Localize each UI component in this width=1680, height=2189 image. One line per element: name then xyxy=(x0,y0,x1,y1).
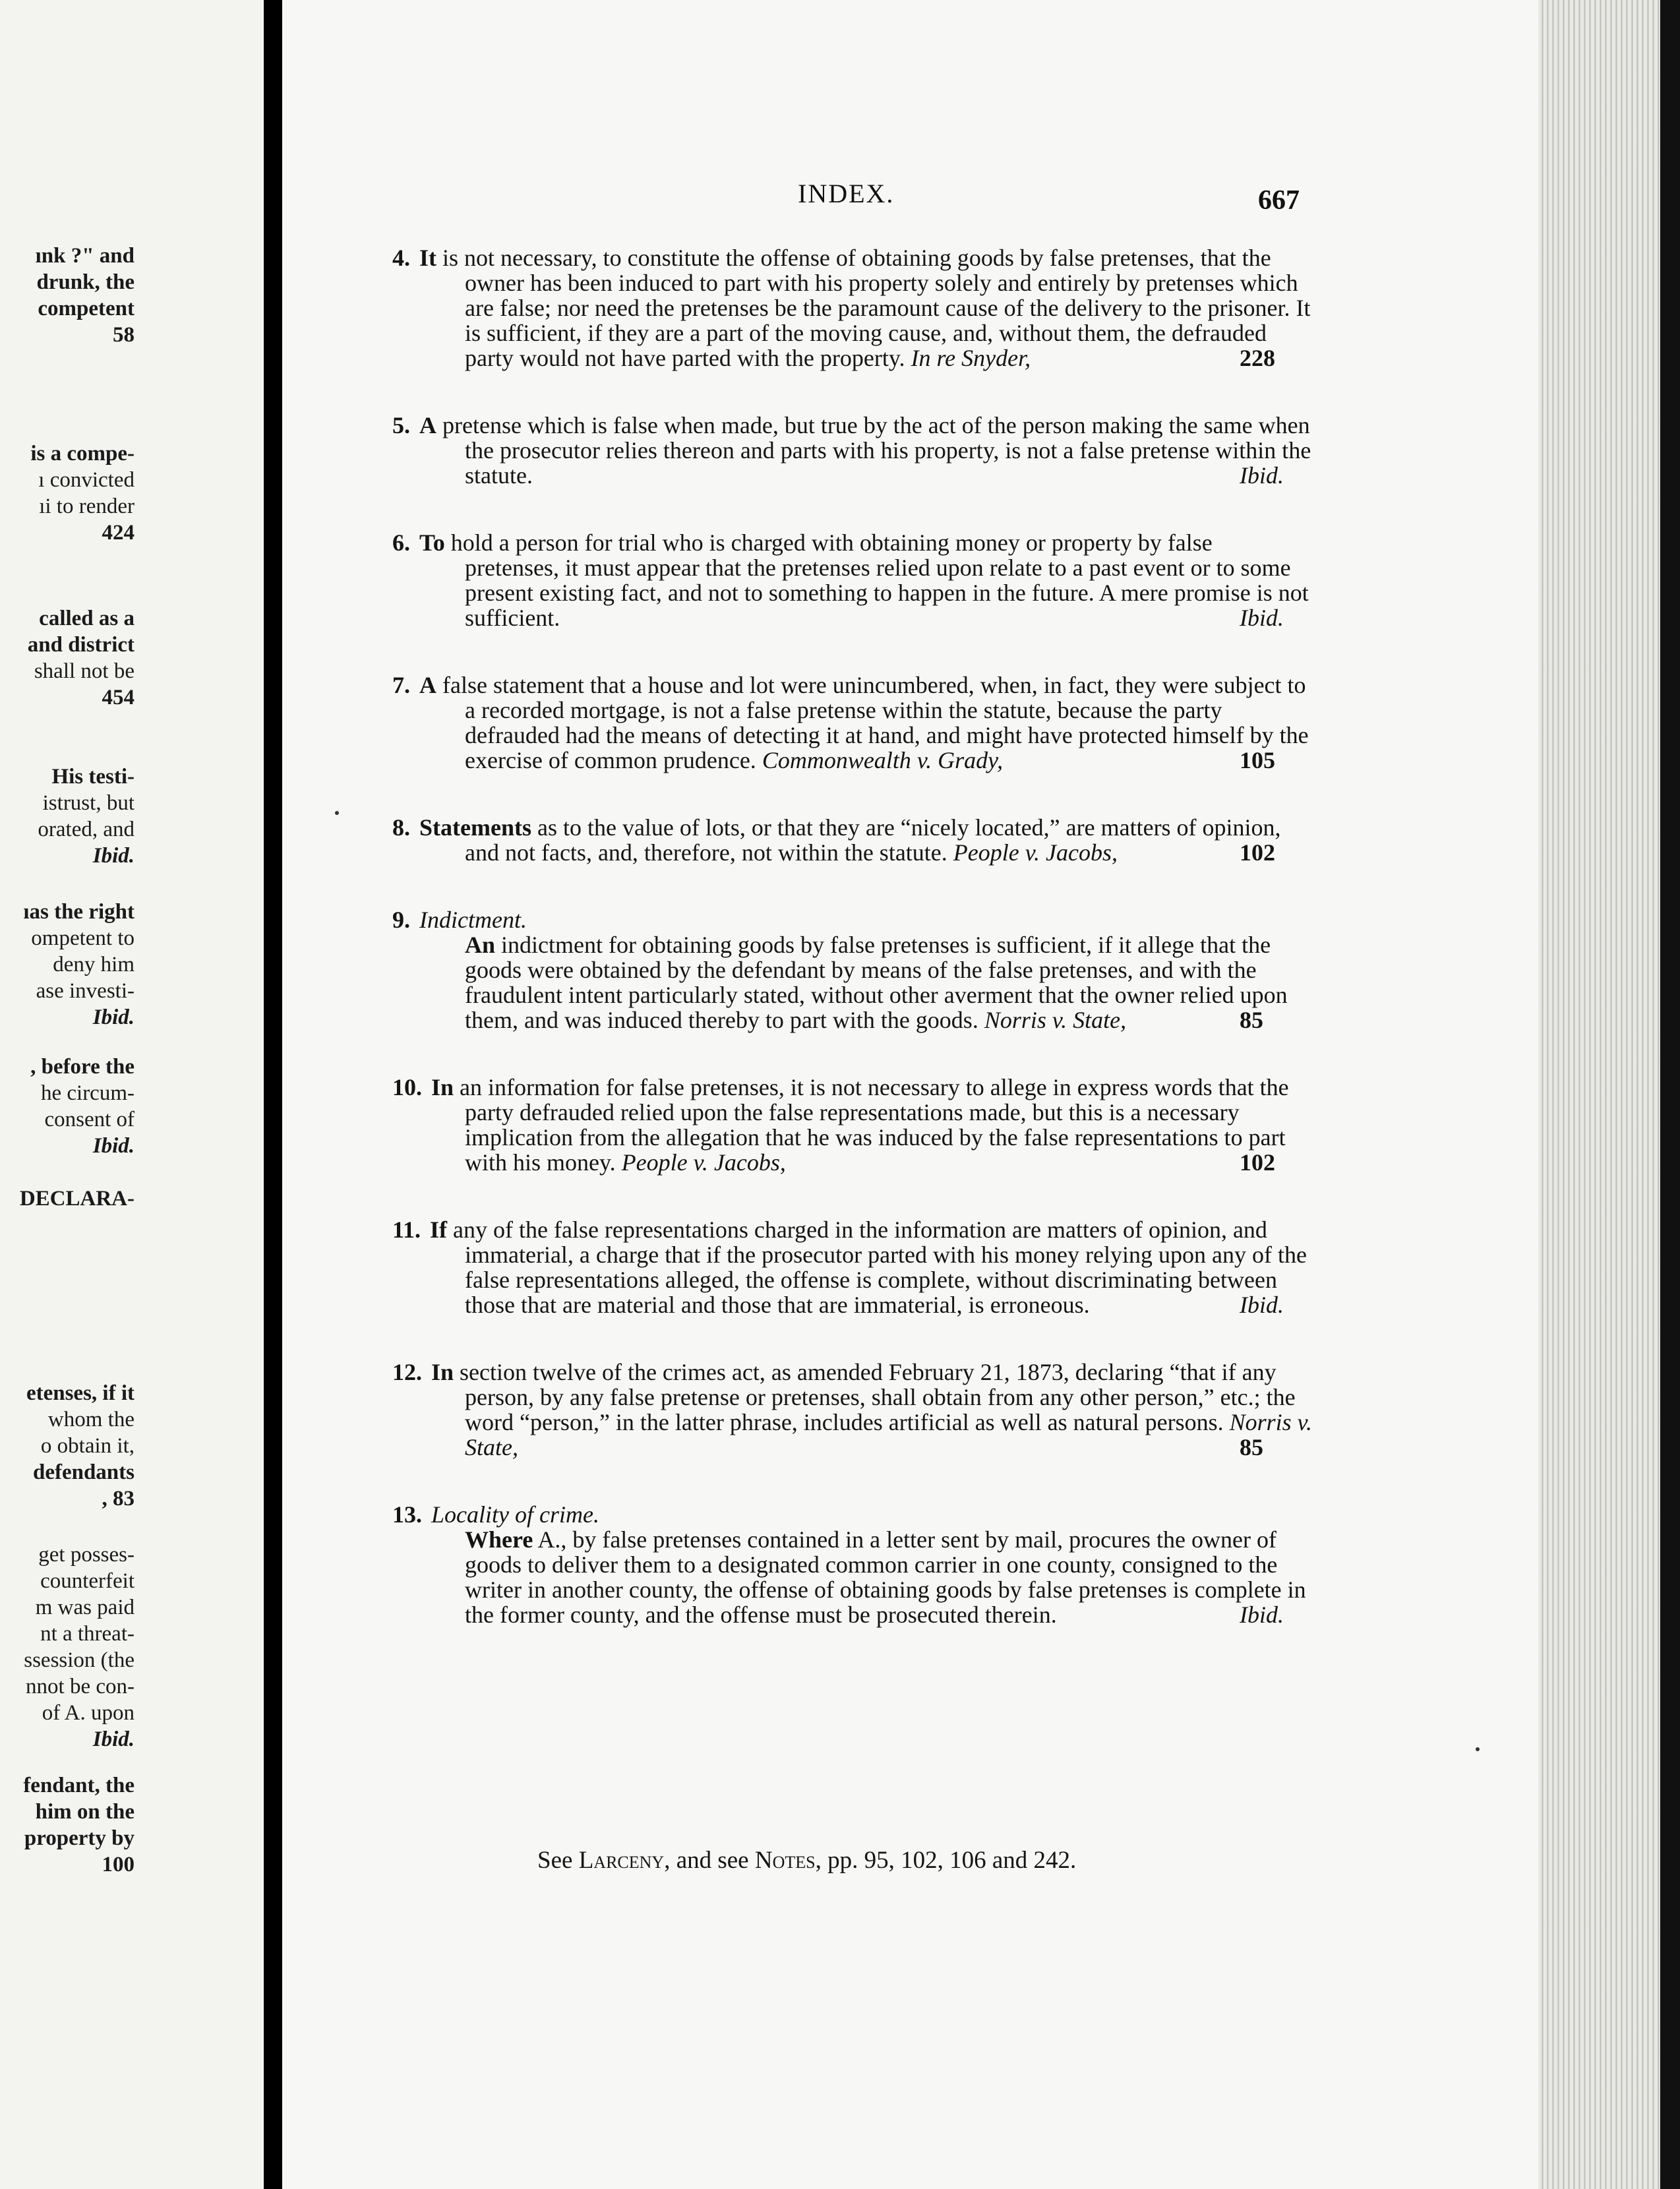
entry-body: 8. Statements as to the value of lots, or that they are “nicely located,” are matters of opinion, and not facts, and, therefore, not within the statute. People v. Jacobs, 102 xyxy=(392,814,1281,866)
facing-page-line: Ibid. xyxy=(92,844,135,868)
facing-page-line: competent xyxy=(38,297,135,320)
facing-page-line: fendant, the xyxy=(23,1774,135,1797)
facing-page-line: get posses- xyxy=(38,1543,135,1567)
entry-body: 6. To hold a person for trial who is charged with obtaining money or property by false pretenses, it must appear that the pretenses relied upon relate to a past event or to some present existing fact, and not to something to happen in the future. A mere promise is not sufficient. Ibid. xyxy=(392,529,1309,631)
entry-text: false statement that a house and lot were unincumbered, when, in fact, they were subject to a recorded mortgage, is not a false pretense within the statute, because the party defrauded had the means of detecting it at hand, and might have protected himself by the exercise of common prudence. xyxy=(442,672,1309,773)
entry-number: 13. xyxy=(392,1501,422,1528)
facing-page-line: property by xyxy=(24,1826,135,1850)
case-citation: In re Snyder, xyxy=(911,345,1031,371)
facing-page-line: counterfeit xyxy=(40,1569,135,1593)
facing-page-line: nt a threat- xyxy=(40,1622,135,1646)
case-citation: Norris v. State, xyxy=(465,1409,1312,1460)
facing-page-line: is a compe- xyxy=(30,442,135,465)
facing-page-line: , 83 xyxy=(102,1487,135,1511)
index-entry xyxy=(392,530,1312,630)
entry-text: pretense which is false when made, but true by the act of the person making the same when the prosecutor relies thereon and parts with his property, is not a false pretense within the statute. xyxy=(442,412,1311,489)
see-ref-larceny[interactable]: Larceny xyxy=(578,1847,665,1874)
entry-number: 12. xyxy=(392,1359,422,1385)
facing-page-line: 454 xyxy=(102,686,135,709)
index-entry xyxy=(392,907,1312,1033)
facing-page-line: consent of xyxy=(44,1108,135,1131)
index-entry xyxy=(392,1075,1312,1175)
speck xyxy=(335,811,339,815)
entry-number: 6. xyxy=(392,529,410,556)
entry-body: 9. Indictment. An indictment for obtaining goods by false pretenses is sufficient, if it allege that the goods were obtained by the defendant by means of the false pretenses, and with the fraudulent intent particularly stated, without other averment that the owner relied upon them, and was induced thereby to part with the goods. Norris v. State, 85 xyxy=(392,907,1288,1033)
facing-page-line: orated, and xyxy=(38,818,135,841)
facing-page-line: ase investi- xyxy=(36,979,135,1003)
facing-page-line: called as a xyxy=(39,607,135,630)
entry-lead-word: If xyxy=(430,1216,448,1243)
entry-lead-word: An xyxy=(465,932,496,958)
see-prefix: See xyxy=(537,1847,573,1874)
facing-page xyxy=(0,0,264,2189)
facing-page-line: drunk, the xyxy=(36,270,135,294)
entry-body: 11. If any of the false representations charged in the information are matters of opinion, and immaterial, a charge that if the prosecutor parted with his money relying upon any of the false representations alleged, the offense is complete, without discriminating between those that are material and those that are immaterial, is erroneous. Ibid. xyxy=(392,1216,1307,1318)
entry-lead-word: Where xyxy=(465,1526,533,1553)
entry-text: is not necessary, to constitute the offense of obtaining goods by false pretenses, that the owner has been induced to part with his property solely and entirely by pretenses which are false; nor need the pretenses be the paramount cause of the delivery to the prisoner. It is sufficient, if they are a part of the moving cause, and, without them, the defrauded party would not have parted with the property. xyxy=(442,245,1311,371)
case-citation: Commonwealth v. Grady, xyxy=(762,747,1004,773)
facing-page-line: ıas the right xyxy=(23,900,135,924)
index-entry xyxy=(392,413,1312,488)
facing-page-line: he circum- xyxy=(40,1081,135,1105)
facing-page-line: Ibid. xyxy=(92,1005,135,1029)
facing-page-line: 58 xyxy=(113,323,135,347)
entry-text: as to the value of lots, or that they are “nicely located,” are matters of opinion, and not facts, and, therefore, not within the statute. xyxy=(465,814,1281,866)
entry-number: 11. xyxy=(392,1216,421,1243)
index-entry xyxy=(392,1502,1312,1627)
entry-number: 10. xyxy=(392,1074,422,1100)
facing-page-line: ınk ?" and xyxy=(35,244,135,268)
page-number: 667 xyxy=(1258,185,1300,216)
index-entry xyxy=(392,245,1312,371)
index-entry xyxy=(392,1217,1312,1317)
entry-lead-word: A xyxy=(419,672,436,698)
facing-page-line: and district xyxy=(27,633,135,657)
index-entry xyxy=(392,1360,1312,1460)
facing-page-line: etenses, if it xyxy=(26,1381,135,1405)
entry-number: 9. xyxy=(392,907,410,933)
facing-page-line: His testi- xyxy=(51,765,135,789)
entry-text: hold a person for trial who is charged with obtaining money or property by false pretenses, it must appear that the pretenses relied upon relate to a past event or to some present existing fact, and not to something to happen in the future. A mere promise is not sufficient. xyxy=(450,529,1309,631)
entry-lead-word: In xyxy=(431,1074,454,1100)
book-page-edges xyxy=(1538,0,1680,2189)
facing-page-line: of A. upon xyxy=(42,1701,135,1725)
entry-lead-word: A xyxy=(419,412,436,438)
case-citation: People v. Jacobs, xyxy=(621,1149,786,1176)
facing-page-line: DECLARA- xyxy=(19,1187,135,1211)
entry-text: an information for false pretenses, it is not necessary to allege in express words that the party defrauded relied upon the false representations made, but this is a necessary implication from the allegation that he was induced by the false representations to part with his money. xyxy=(460,1074,1289,1176)
entry-body: 10. In an information for false pretenses, it is not necessary to allege in express words that the party defrauded relied upon the false representations made, but this is a necessary implication from the allegation that he was induced by the false representations to part with his money. People v. Jacobs, 102 xyxy=(392,1074,1289,1176)
entry-body: 13. Locality of crime. Where A., by false pretenses contained in a letter sent by mail, procures the owner of goods to deliver them to a designated common carrier in one county, consigned to the writer in another county, the offense of obtaining goods by false pretenses is complete in the former county, and the offense must be prosecuted therein. Ibid. xyxy=(392,1501,1306,1628)
facing-page-line: shall not be xyxy=(34,659,135,683)
facing-page-line: m was paid xyxy=(35,1596,135,1619)
entry-body: 7. A false statement that a house and lot were unincumbered, when, in fact, they were subject to a recorded mortgage, is not a false pretense within the statute, because the party defrauded had the means of detecting it at hand, and might have protected himself by the exercise of common prudence. Commonwealth v. Grady, 105 xyxy=(392,672,1309,773)
entry-lead-word: Statements xyxy=(419,814,531,841)
facing-page-line: istrust, but xyxy=(42,791,135,815)
facing-page-line: Ibid. xyxy=(92,1727,135,1751)
facing-page-line: whom the xyxy=(47,1408,135,1431)
facing-page-line: him on the xyxy=(35,1800,135,1824)
facing-page-line: ı convicted xyxy=(38,468,135,492)
entry-text: section twelve of the crimes act, as amended February 21, 1873, declaring “that if any person, by any false pretense or pretenses, shall obtain from any other person,” etc.; the word “person,” in the latter phrase, includes artificial as well as natural persons. xyxy=(460,1359,1296,1435)
facing-page-line: ompetent to xyxy=(31,926,135,950)
entry-text: A., by false pretenses contained in a letter sent by mail, procures the owner of goods to deliver them to a designated common carrier in one county, consigned to the writer in another county, the offense of obtaining goods by false pretenses is complete in the former county, and the offense must be prosecuted therein. xyxy=(465,1526,1306,1628)
facing-page-line: , before the xyxy=(30,1055,135,1079)
entry-body: 5. A pretense which is false when made, but true by the act of the person making the same when the prosecutor relies thereon and parts with his property, is not a false pretense within the statute. Ibid. xyxy=(392,412,1311,489)
see-pages: , pp. 95, 102, 106 and 242. xyxy=(815,1847,1077,1874)
index-entry xyxy=(392,815,1312,865)
entry-subheading: Indictment. xyxy=(419,907,527,933)
facing-page-line: defendants xyxy=(32,1460,135,1484)
entry-text: indictment for obtaining goods by false pretenses is sufficient, if it allege that the goods were obtained by the defendant by means of the false pretenses, and with the fraudulent intent particularly stated, without other averment that the owner relied upon them, and was induced thereby to part with the goods. xyxy=(465,932,1288,1033)
facing-page-line: Ibid. xyxy=(92,1134,135,1158)
facing-page-line: deny him xyxy=(53,953,135,976)
entry-lead-word: In xyxy=(431,1359,454,1385)
index-entry xyxy=(392,673,1312,773)
running-head: INDEX. xyxy=(798,179,895,208)
see-also-line xyxy=(537,1846,1076,1874)
facing-page-line: o obtain it, xyxy=(40,1434,135,1458)
entry-subheading: Locality of crime. xyxy=(431,1501,599,1528)
facing-page-line: 100 xyxy=(102,1853,135,1876)
index-entries xyxy=(392,245,1312,1669)
entry-number: 5. xyxy=(392,412,410,438)
entry-body: 12. In section twelve of the crimes act, as amended February 21, 1873, declaring “that if any person, by any false pretense or pretenses, shall obtain from any other person,” etc.; the word “person,” in the latter phrase, includes artificial as well as natural persons. Norris v. State, 85 xyxy=(392,1359,1312,1460)
case-citation: Norris v. State, xyxy=(984,1007,1127,1033)
entry-number: 8. xyxy=(392,814,410,841)
entry-number: 4. xyxy=(392,245,410,271)
facing-page-line: nnot be con- xyxy=(26,1675,135,1698)
see-mid: , and see xyxy=(664,1847,749,1874)
entry-number: 7. xyxy=(392,672,410,698)
facing-page-line: 424 xyxy=(102,521,135,545)
entry-text: any of the false representations charged in the information are matters of opinion, and immaterial, a charge that if the prosecutor parted with his money relying upon any of the false representations alleged, the offense is complete, without discriminating between those that are material and those that are immaterial, is erroneous. xyxy=(453,1216,1307,1318)
entry-lead-word: To xyxy=(419,529,445,556)
facing-page-line: ssession (the xyxy=(24,1648,135,1672)
entry-lead-word: It xyxy=(419,245,436,271)
entry-body: 4. It is not necessary, to constitute the offense of obtaining goods by false pretenses, that the owner has been induced to part with his property solely and entirely by pretenses which are false; nor need the pretenses be the paramount cause of the delivery to the prisoner. It is sufficient, if they are a part of the moving cause, and, without them, the defrauded party would not have parted with the property. In re Snyder, 228 xyxy=(392,245,1311,371)
facing-page-line: ıi to render xyxy=(39,495,135,518)
case-citation: People v. Jacobs, xyxy=(953,839,1118,866)
see-ref-notes[interactable]: Notes xyxy=(754,1847,816,1874)
speck xyxy=(1476,1747,1480,1751)
